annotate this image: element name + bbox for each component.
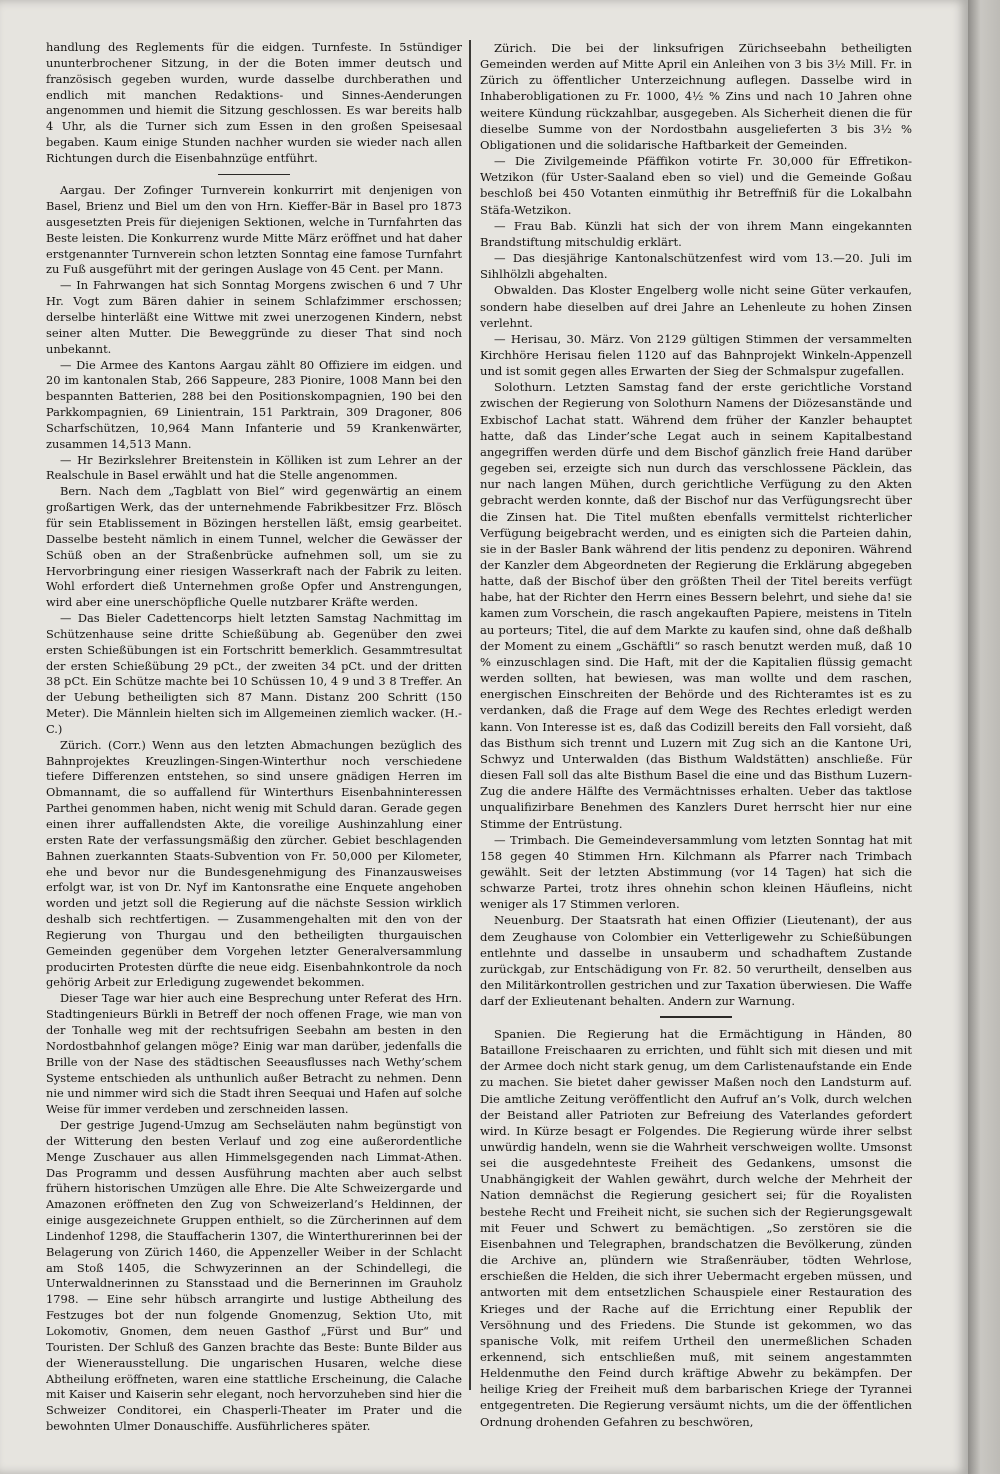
article-pfaeffikon: — Die Zivilgemeinde Pfäffikon votirte Fr. 30,000 für Effretikon-Wetzikon (für Uster-Saaland eben so viel) und die Gemeinde Goßau beschloß bei 450 Votanten einmüthig ihr Betreffniß für die Lokalbahn Stäfa-Wetzikon.: [480, 154, 912, 217]
column-divider: [469, 40, 471, 1390]
article-fahrwangen: — In Fahrwangen hat sich Sonntag Morgens zwischen 6 und 7 Uhr Hr. Vogt zum Bären dahier in seinem Schlafzimmer erschossen; derselbe hinterläßt eine Wittwe mit zwei unerzogenen Kindern, nebst seiner alten Mutter. Die Beweggründe zu dieser That sind noch unbekannt.: [46, 278, 462, 356]
article-trimbach: — Trimbach. Die Gemeindeversammlung vom letzten Sonntag hat mit 158 gegen 40 Stimmen Hrn. Kilchmann als Pfarrer nach Trimbach gewählt. Seit der letzten Abstimmung (vor 14 Tagen) hat sich die schwarze Partei, trotz ihres ohnehin schon kleinen Häufleins, nicht weniger als 17 Stimmen verloren.: [480, 832, 912, 912]
article-kuenzli: — Frau Bab. Künzli hat sich der von ihrem Mann eingekannten Brandstiftung mitschuldig erklärt.: [480, 218, 912, 249]
section-divider: [660, 1016, 732, 1018]
article-turnfeste-end: handlung des Reglements für die eidgen. Turnfeste. In 5stündiger ununterbrochener Sitzung, in der die Boten immer deutsch und französisch gegeben wurden, wurde dasselbe durchberathen und endlich mit manchen Redaktions- und Sinnes-Aenderungen angenommen und hiemit die Sitzung geschlossen. Es war bereits halb 4 Uhr, als die Turner sich zum Essen in den großen Speisesaal begaben. Kaum einige Stunden nachher wurden sie wieder nach allen Richtungen durch die Eisenbahnzüge entführt.: [46, 40, 462, 165]
article-cadettencorps: — Das Bieler Cadettencorps hielt letzten Samstag Nachmittag im Schützenhause seine dritte Schießübung ab. Gegenüber den zwei ersten Schießübungen ist ein Fortschritt bemerklich. Gesammtresultat der ersten Schießübung 29 pCt., der zweiten 34 pCt. und der dritten 38 pCt. Ein Schütze machte bei 10 Schüssen 10, 4 9 und 3 8 Treffer. An der Uebung betheiligten sich 87 Mann. Distanz 200 Schritt (150 Meter). Die Männlein hielten sich im Allgemeinen ziemlich wacker. (H.-C.): [46, 611, 462, 736]
article-zuerich-anleihen: Zürich. Die bei der linksufrigen Zürichseebahn betheiligten Gemeinden werden auf Mitte April ein Anleihen von 3 bis 3½ Mill. Fr. in Zürich zu öffentlicher Unterzeichnung auflegen. Dasselbe wird in Inhaberobligationen zu Fr. 1000, 4½ % Zins und nach 10 Jahren ohne weitere Kündung rückzahlbar, ausgegeben. Als Sicherheit dienen die für dieselbe Summe von der Nordostbahn ausgelieferten 3 bis 3½ % Obligationen und die solidarische Haftbarkeit der Gemeinden.: [480, 41, 912, 152]
right-column: [480, 40, 912, 1435]
article-zuerich-bahnprojekt: Zürich. (Corr.) Wenn aus den letzten Abmachungen bezüglich des Bahnprojektes Kreuzlingen-Singen-Winterthur noch verschiedene tiefere Differenzen entstehen, so sind unsere gnädigen Herren im Obmannamt, die so auffallend für Winterthurs Eisenbahninteressen Parthei genommen haben, nicht wenig mit Schuld daran. Gerade gegen einen ihrer auffallendsten Akte, die voreilige Aushinzahlung einer ersten Rate der verfassungsmäßig den zürcher. Gebiet beschlagenden Bahnen zuerkannten Staats-Subvention von Fr. 50,000 per Kilometer, ehe und bevor nur die Bundesgenehmigung des Finanzausweises erfolgt war, ist von Dr. Nyf im Kantonsrathe eine Enquete angehoben worden und jetzt soll die Regierung auf die nächste Session wirklich deshalb sich rechtfertigen. — Zusammengehalten mit den von der Regierung von Thurgau und den betheiligten thurgauischen Gemeinden gegenüber dem Vorgehen letzter Generalversammlung producirten Protesten dürfte die neue eidg. Eisenbahnkontrole da noch gehörig Arbeit zur Erledigung zugewendet bekommen.: [46, 737, 462, 990]
article-aargau-armee: — Die Armee des Kantons Aargau zählt 80 Offiziere im eidgen. und 20 im kantonalen Stab, 266 Sappeure, 283 Pionire, 1008 Mann bei den bespannten Batterien, 288 bei den Positionskompagnien, 190 bei den Parkkompagnien, 69 Linientrain, 151 Parktrain, 309 Dragoner, 806 Scharfschützen, 10,964 Mann Infanterie und 59 Krankenwärter, zusammen 14,513 Mann.: [46, 357, 462, 451]
article-spanien: Spanien. Die Regierung hat die Ermächtigung in Händen, 80 Bataillone Freischaaren zu errichten, und fühlt sich mit diesen und mit der Armee doch nicht stark genug, um dem Carlistenaufstande ein Ende zu machen. Sie bietet daher gewisser Maßen noch den Landsturm auf. Die amtliche Zeitung veröffentlicht den Aufruf an’s Volk, durch welchen der Beistand aller Patrioten zur Befreiung des Vaterlandes gefordert wird. In Kürze besagt er Folgendes. Die Regierung würde ihrer selbst unwürdig handeln, wenn sie die Wahrheit verschweigen wollte. Umsonst sei die ausgedehnteste Freiheit des Gedankens, umsonst die Unabhängigkeit der Wahlen gewährt, durch welche der Mehrheit der Nation demnächst die Regierung gesichert sei; für die Royalisten bestehe Recht und Freiheit nicht, sie suchen sich der Regierungsgewalt mit Feuer und Schwert zu bemächtigen. „So zerstören sie die Eisenbahnen und Telegraphen, brandschatzen die Bevölkerung, zünden die Archive an, plündern wie Straßenräuber, tödten Wehrlose, erschießen die Helden, die sich ihrer Uebermacht ergeben müssen, und antworten mit dem entsetzlichen Schauspiele einer Restauration des Krieges und der Rache auf die Errichtung einer Republik der Versöhnung und des Friedens. Die Stunde ist gekommen, wo das spanische Volk, mit reifem Urtheil den unermeßlichen Schaden erkennend, sich entschließen muß, mit seinem angestammten Heldenmuthe den Feind durch kräftige Abwehr zu bekämpfen. Der heilige Krieg der Freiheit muß dem barbarischen Kriege der Tyrannei entgegentreten. Die Regierung versäumt nichts, um die der öffentlichen Ordnung drohenden Gefahren zu beschwören,: [480, 1026, 912, 1429]
section-divider: [218, 174, 290, 176]
article-bern: Bern. Nach dem „Tagblatt von Biel“ wird gegenwärtig an einem großartigen Werk, das der unternehmende Fabrikbesitzer Frz. Blösch für sein Etablissement in Bözingen herstellen läßt, emsig gearbeitet. Dasselbe besteht nämlich in einem Tunnel, welcher die Gewässer der Schüß oben an der Straßenbrücke aufnehmen soll, um sie zu Hervorbringung einer riesigen Wasserkraft nach der Fabrik zu leiten. Wohl erfordert dieß Unternehmen große Opfer und Anstrengungen, wird aber eine unerschöpfliche Quelle nutzbarer Kräfte werden.: [46, 484, 462, 610]
article-herisau: — Herisau, 30. März. Von 2129 gültigen Stimmen der versammelten Kirchhöre Herisau fielen 1120 auf das Bahnprojekt Winkeln-Appenzell und ist somit gegen alles Erwarten der Sieg der Schmalspur zugefallen.: [480, 331, 912, 379]
article-jugend-umzug: Der gestrige Jugend-Umzug am Sechseläuten nahm begünstigt von der Witterung den besten Verlauf und zog eine außerordentliche Menge Zuschauer aus allen Himmelsgegenden nach Limmat-Athen. Das Programm und dessen Ausführung machten aber auch selbst frühern historischen Umzügen alle Ehre. Die Alte Schweizergarde und Amazonen eröffneten den Zug von Schweizerland’s Heldinnen, der einige ausgezeichnete Gruppen enthielt, so die Zürcherinnen auf dem Lindenhof 1298, die Stauffacherin 1307, die Winterthurerinnen bei der Belagerung von Zürich 1460, die Appenzeller Weiber in der Schlacht am Stoß 1405, die Schwyzerinnen an der Schindellegi, die Unterwaldnerinnen zu Stansstaad und die Bernerinnen im Grauholz 1798. — Eine sehr hübsch arrangirte und lustige Abtheilung des Festzuges bot der nun folgende Gnomenzug, Sektion Uto, mit Lokomotiv, Gnomen, dem neuen Gasthof „Fürst und Bur“ und Touristen. Der Schluß des Ganzen brachte das Beste: Bunte Bilder aus der Wienerausstellung. Die ungarischen Husaren, welche diese Abtheilung eröffneten, waren eine stattliche Erscheinung, die Calache mit Kaiser und Kaiserin sehr elegant, noch hervorzuheben sind hier die Schweizer Conditorei, ein Chasperli-Theater im Prater und die bewohnten Ulmer Donauschiffe. Ausführlicheres später.: [46, 1118, 462, 1434]
page-edge: [968, 0, 1000, 1474]
article-breitenstein: — Hr Bezirkslehrer Breitenstein in Kölliken ist zum Lehrer an der Realschule in Basel erwählt und hat die Stelle angenommen.: [46, 452, 462, 483]
left-column: [46, 40, 462, 1435]
article-solothurn: Solothurn. Letzten Samstag fand der erste gerichtliche Vorstand zwischen der Regierung von Solothurn Namens der Diözesanstände und Exbischof Lachat statt. Während dem früher der Kanzler behauptet hatte, daß das Linder’sche Legat auch in seinem Kapitalbestand angegriffen werden dürfe und dem Bischof gänzlich freie Hand darüber gegeben sei, erzeigte sich nun durch das verschlossene Päcklein, das nur nach langen Mühen, durch gerichtliche Verfügung zu den Akten gebracht werden konnte, daß der Bischof nur das Verfügungsrecht über die Zinsen hat. Die Titel mußten ebenfalls vermittelst richterlicher Verfügung beigebracht werden, und es einigten sich die Parteien dahin, sie in der Basler Bank während der litis pendenz zu deponiren. Während der Kanzler dem Abgeordneten der Regierung die Erklärung abgegeben hatte, daß der Bischof über den größten Theil der Titel bereits verfügt habe, hat der Richter den Herrn eines Bessern belehrt, und siehe da! sie kamen zum Vorschein, die rasch angekauften Papiere, meistens in Titeln au porteurs; Titel, die auf dem Markte zu kaufen sind, ohne daß deßhalb der Moment zu einem „Gschäftli“ so rasch benutzt werden muß, daß 10 % einzuschlagen sind. Die Haft, mit der die Kapitalien flüssig gemacht werden sollten, hat bewiesen, was man wollte und dem raschen, energischen Einschreiten der Behörde und des Richteramtes ist es zu verdanken, daß die Frage auf dem Wege des Rechtes erledigt werden kann. Von Interesse ist es, daß das Codizill bereits den Fall vorsieht, daß das Bisthum sich trennt und Luzern mit Zug sich an die Kantone Uri, Schwyz und Unterwalden (das Bisthum Waldstätten) anschließe. Für diesen Fall soll das alte Bisthum Basel die eine und das Bisthum Luzern-Zug die andere Hälfte des Vermächtnisses erhalten. Ueber das taktlose unqualifizirbare Benehmen des Kanzlers Duret herrscht hier nur eine Stimme der Entrüstung.: [480, 380, 912, 831]
article-neuenburg: Neuenburg. Der Staatsrath hat einen Offizier (Lieutenant), der aus dem Zeughause von Colombier ein Vetterligewehr zu Schießübungen entlehnte und dasselbe in unsauberm und schadhaftem Zustande zurückgab, zur Entschädigung von Fr. 82. 50 verurtheilt, denselben aus den Militärkontrollen gestrichen und zur Taxation überwiesen. Die Waffe darf der Exlieutenant behalten. Andern zur Warnung.: [480, 913, 912, 1009]
article-obwalden: Obwalden. Das Kloster Engelberg wolle nicht seine Güter verkaufen, sondern habe dieselben auf drei Jahre an Lehenleute zu hohen Zinsen verlehnt.: [480, 283, 912, 330]
article-aargau: Aargau. Der Zofinger Turnverein konkurrirt mit denjenigen von Basel, Brienz und Biel um den von Hrn. Kieffer-Bär in Basel pro 1873 ausgesetzten Preis für diejenigen Sektionen, welche in Turnfahrten das Beste leisten. Die Konkurrenz wurde Mitte März eröffnet und hat daher erstgenannter Turnverein schon letzten Sonntag eine famose Turnfahrt zu Fuß ausgeführt mit der geringen Auslage von 45 Cent. per Mann.: [46, 183, 462, 277]
article-zuerich-seebahn: Dieser Tage war hier auch eine Besprechung unter Referat des Hrn. Stadtingenieurs Bürkli in Betreff der noch offenen Frage, wie man von der Tonhalle weg mit der rechtsufrigen Seebahn am besten in den Nordostbahnhof gelangen möge? Einig war man darüber, jedenfalls die Brille von der Nase des städtischen Seeausflusses nach Wethy’schem Systeme entschieden als unthunlich außer Betracht zu nehmen. Denn nie und nimmer wird sich die Stadt ihren Seequai und Hafen auf solche Weise für immer verdeben und zerschneiden lassen.: [46, 991, 462, 1117]
article-schuetzenfest: — Das diesjährige Kantonalschützenfest wird vom 13.—20. Juli im Sihlhölzli abgehalten.: [480, 251, 912, 282]
